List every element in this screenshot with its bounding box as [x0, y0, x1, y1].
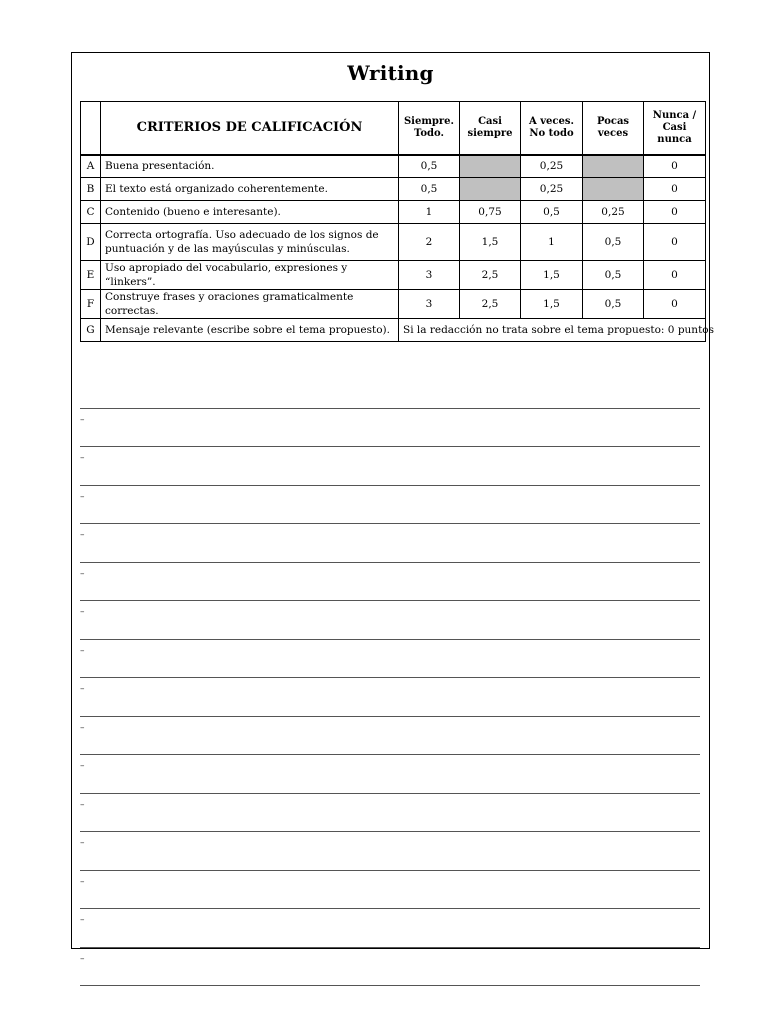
rubric-row — [81, 178, 706, 201]
rubric-row — [81, 261, 706, 290]
score-cell: 2 — [399, 224, 460, 261]
shaded-score-cell — [460, 178, 521, 201]
writing-line — [80, 755, 700, 810]
score-cell: 0,25 — [583, 201, 644, 224]
writing-line — [80, 717, 700, 771]
score-cell: 0,5 — [583, 224, 644, 261]
row-letter: D — [81, 224, 101, 261]
shaded-score-cell — [583, 178, 644, 201]
shaded-score-cell — [583, 155, 644, 178]
score-cell: 3 — [399, 290, 460, 319]
line-dash: – — [80, 876, 85, 887]
criterion-text: El texto está organizado coherentemente. — [101, 178, 399, 201]
row-letter: B — [81, 178, 101, 201]
writing-line — [80, 871, 700, 925]
line-dash: – — [80, 838, 85, 848]
score-cell: 0,25 — [521, 155, 583, 178]
writing-line — [80, 524, 700, 579]
line-dash: – — [80, 645, 85, 656]
line-dash: – — [80, 530, 85, 540]
level-header: Nunca / Casi nunca — [644, 102, 706, 155]
writing-line — [80, 640, 700, 694]
writing-line — [80, 948, 700, 987]
shaded-score-cell — [460, 155, 521, 178]
score-cell: 0,5 — [399, 155, 460, 178]
score-cell: 1 — [521, 224, 583, 261]
score-cell: 0 — [644, 224, 706, 261]
score-cell: 0,5 — [583, 290, 644, 319]
score-cell: 0,5 — [399, 178, 460, 201]
line-dash: – — [80, 953, 85, 964]
score-cell: 1,5 — [521, 290, 583, 319]
writing-line — [80, 832, 700, 887]
score-cell: 3 — [399, 261, 460, 290]
criterion-text: Mensaje relevante (escribe sobre el tema propuesto). — [101, 319, 399, 342]
criterion-text: Correcta ortografía. Uso adecuado de los signos de puntuación y de las mayúsculas y minúsculas. — [101, 224, 399, 261]
score-cell: 0 — [644, 290, 706, 319]
rubric-row — [81, 155, 706, 178]
rubric-header-row — [81, 102, 706, 155]
score-cell: 1,5 — [521, 261, 583, 290]
level-header: Pocas veces — [583, 102, 644, 155]
score-cell: 1,5 — [460, 224, 521, 261]
score-cell: 2,5 — [460, 290, 521, 319]
header-letter-cell — [81, 102, 101, 155]
criteria-header: CRITERIOS DE CALIFICACIÓN — [101, 102, 399, 155]
criterion-text: Uso apropiado del vocabulario, expresiones y “linkers”. — [101, 261, 399, 290]
writing-line — [80, 486, 700, 540]
score-cell: 2,5 — [460, 261, 521, 290]
row-letter: F — [81, 290, 101, 319]
writing-line — [80, 678, 700, 733]
writing-line — [80, 409, 700, 463]
line-dash: – — [80, 761, 85, 771]
line-dash: – — [80, 607, 85, 617]
writing-line — [80, 370, 700, 425]
score-cell: 0,5 — [583, 261, 644, 290]
row-letter: G — [81, 319, 101, 342]
level-header: A veces. No todo — [521, 102, 583, 155]
score-cell: 0,25 — [521, 178, 583, 201]
score-cell: 1 — [399, 201, 460, 224]
line-dash: – — [80, 568, 85, 579]
line-dash: – — [80, 453, 85, 463]
rubric-row — [81, 224, 706, 261]
writing-line — [80, 563, 700, 617]
score-cell: 0 — [644, 201, 706, 224]
row-letter: A — [81, 155, 101, 178]
score-cell: 0,5 — [521, 201, 583, 224]
line-dash: – — [80, 799, 85, 810]
writing-lines-area — [80, 370, 700, 986]
writing-line — [80, 794, 700, 848]
line-dash: – — [80, 915, 85, 925]
rubric-row — [81, 290, 706, 319]
level-header: Casi siempre — [460, 102, 521, 155]
criterion-text: Buena presentación. — [101, 155, 399, 178]
rubric-row — [81, 201, 706, 224]
score-cell: 0,75 — [460, 201, 521, 224]
level-header: Siempre. Todo. — [399, 102, 460, 155]
rubric-sheet — [71, 52, 714, 964]
writing-line — [80, 909, 700, 964]
rubric-row-relevance — [81, 319, 706, 342]
relevance-note: Si la redacción no trata sobre el tema propuesto: 0 puntos — [399, 319, 706, 342]
line-dash: – — [80, 414, 85, 425]
page-title: Writing — [347, 61, 434, 85]
row-letter: E — [81, 261, 101, 290]
writing-line — [80, 447, 700, 502]
writing-line — [80, 601, 700, 656]
criterion-text: Construye frases y oraciones gramaticalmente correctas. — [101, 290, 399, 319]
line-dash: – — [80, 722, 85, 733]
row-letter: C — [81, 201, 101, 224]
score-cell: 0 — [644, 261, 706, 290]
grading-rubric-table — [80, 101, 714, 342]
line-dash: – — [80, 684, 85, 694]
criterion-text: Contenido (bueno e interesante). — [101, 201, 399, 224]
score-cell: 0 — [644, 178, 706, 201]
line-dash: – — [80, 491, 85, 502]
score-cell: 0 — [644, 155, 706, 178]
